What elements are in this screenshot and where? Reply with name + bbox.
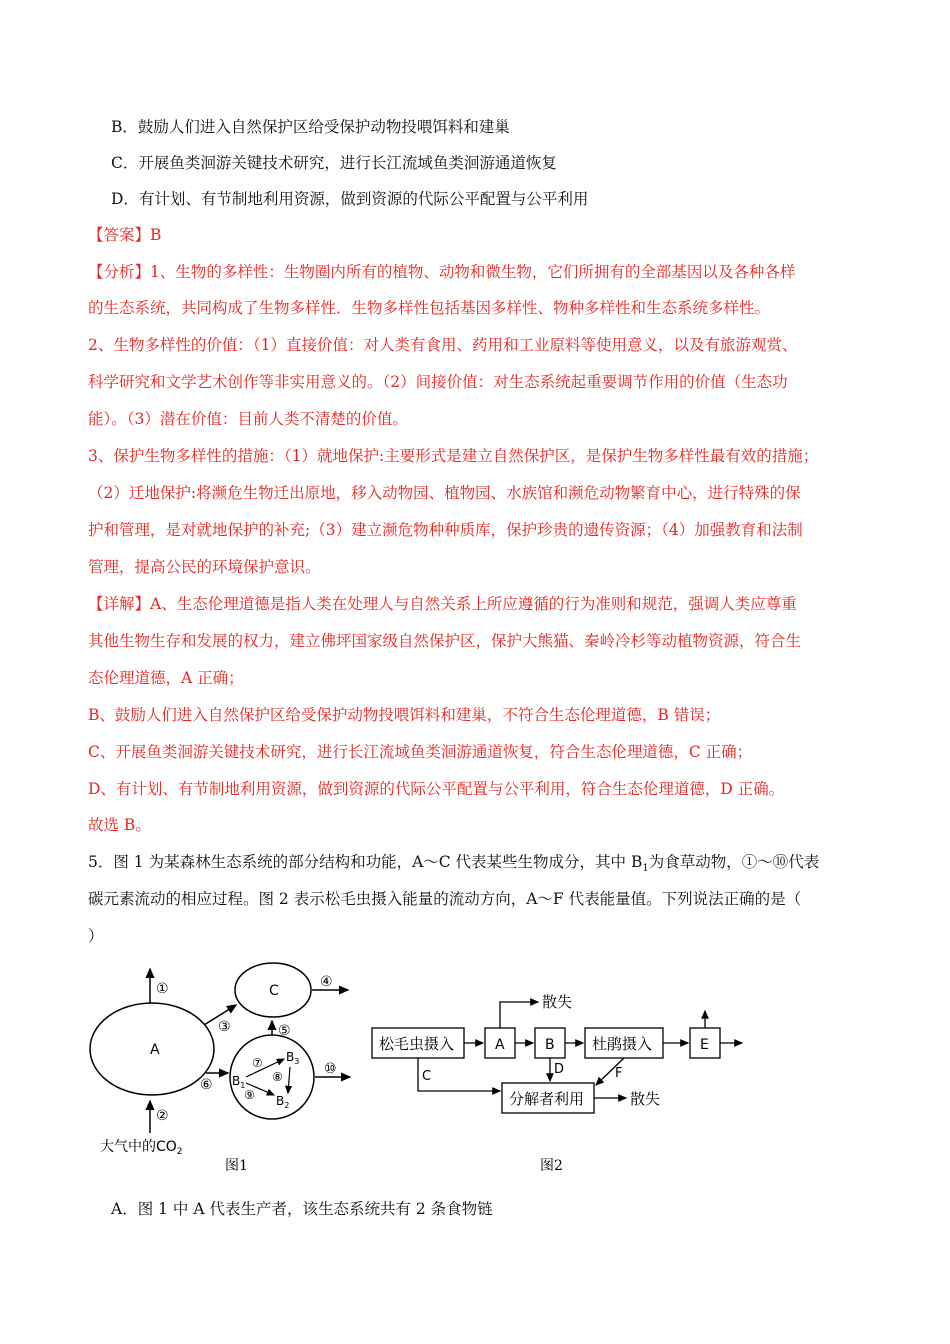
question-5-part: 5．图 1 为某森林生态系统的部分结构和功能，A～C 代表某些生物成分，其中 B bbox=[88, 853, 643, 871]
question-5-line bbox=[88, 852, 819, 879]
label-box-e: E bbox=[700, 1037, 709, 1053]
option-c: C．开展鱼类洄游关键技术研究，进行长江流域鱼类洄游通道恢复 bbox=[111, 154, 557, 172]
label-f: F bbox=[615, 1066, 623, 1081]
label-c: C bbox=[269, 983, 279, 999]
option-b: B．鼓励人们进入自然保护区给受保护动物投喂饵料和建巢 bbox=[111, 118, 510, 136]
process-3: ③ bbox=[218, 1019, 231, 1035]
question-5-line: ） bbox=[88, 927, 104, 945]
analysis-line: （2）迁地保护:将濒危生物迁出原地，移入动物园、植物园、水族馆和濒危动物繁育中心，进行特殊的保 bbox=[88, 484, 801, 502]
detail-line: 其他生物生存和发展的权力，建立佛坪国家级自然保护区，保护大熊猫、秦岭冷杉等动植物资源，符合生 bbox=[88, 632, 802, 650]
analysis-line: 的生态系统，共同构成了生物多样性．生物多样性包括基因多样性、物种多样性和生态系统多样性。 bbox=[88, 299, 771, 317]
question-5-part: 为食草动物，①～⑩代表 bbox=[648, 853, 820, 871]
label-c: C bbox=[422, 1069, 432, 1084]
figure-1 bbox=[80, 955, 370, 1175]
detail-line: D、有计划、有节制地利用资源，做到资源的代际公平配置与公平利用，符合生态伦理道德，D 正确。 bbox=[88, 780, 785, 798]
question-5-subscript: 1 bbox=[642, 863, 649, 875]
detail-line: C、开展鱼类洄游关键技术研究，进行长江流域鱼类洄游通道恢复，符合生态伦理道德，C 正确； bbox=[88, 743, 753, 761]
detail-line: B、鼓励人们进入自然保护区给受保护动物投喂饵料和建巢，不符合生态伦理道德，B 错误； bbox=[88, 706, 721, 724]
label-lost-right: 散失 bbox=[630, 1090, 661, 1108]
label-b2: $B_2$ bbox=[276, 1094, 290, 1110]
atmosphere-co2: 大气中的$CO_2$ bbox=[100, 1139, 183, 1157]
analysis-line: 科学研究和文学艺术创作等非实用意义的。（2）间接价值：对生态系统起重要调节作用的价值（生态功 bbox=[88, 373, 788, 391]
option-a: A．图 1 中 A 代表生产者，该生态系统共有 2 条食物链 bbox=[111, 1200, 493, 1218]
figure-1-caption: 图1 bbox=[225, 1158, 248, 1174]
label-b3: $B_3$ bbox=[286, 1050, 300, 1066]
process-6: ⑥ bbox=[200, 1077, 213, 1093]
label-a: A bbox=[150, 1042, 160, 1058]
label-lost-top: 散失 bbox=[542, 993, 573, 1011]
label-box-a: A bbox=[495, 1037, 505, 1053]
label-d: D bbox=[554, 1062, 565, 1077]
figure-2-caption: 图2 bbox=[540, 1158, 563, 1174]
answer: 【答案】B bbox=[88, 226, 162, 244]
detail-line: 故选 B。 bbox=[88, 816, 151, 834]
detail-line: 态伦理道德，A 正确； bbox=[88, 669, 244, 687]
process-8: ⑧ bbox=[272, 1070, 283, 1084]
process-4: ④ bbox=[320, 974, 333, 990]
process-2: ② bbox=[156, 1108, 169, 1124]
analysis-line: 3、保护生物多样性的措施：（1）就地保护:主要形式是建立自然保护区，是保护生物多样性最有效的措施； bbox=[88, 447, 819, 465]
label-decomposer: 分解者利用 bbox=[509, 1090, 585, 1108]
option-d: D．有计划、有节制地利用资源，做到资源的代际公平配置与公平利用 bbox=[111, 190, 589, 208]
analysis-line: 【分析】1、生物的多样性：生物圈内所有的植物、动物和微生物，它们所拥有的全部基因以及各种各样 bbox=[88, 263, 796, 281]
analysis-line: 能）。（3）潜在价值：目前人类不清楚的价值。 bbox=[88, 410, 408, 428]
label-cuckoo: 杜鹃摄入 bbox=[592, 1035, 653, 1053]
analysis-line: 护和管理，是对就地保护的补充;（3）建立濒危物种种质库，保护珍贵的遗传资源；（4）加强教育和法制 bbox=[88, 521, 803, 539]
label-box-b: B bbox=[545, 1037, 555, 1053]
figure-2 bbox=[370, 985, 750, 1125]
process-10: ⑩ bbox=[324, 1061, 337, 1077]
question-5-line: 碳元素流动的相应过程。图 2 表示松毛虫摄入能量的流动方向，A～F 代表能量值。下列说法正确的是（ bbox=[88, 890, 802, 908]
process-9: ⑨ bbox=[244, 1088, 255, 1102]
process-5: ⑤ bbox=[278, 1023, 291, 1039]
detail-line: 【详解】A、生态伦理道德是指人类在处理人与自然关系上所应遵循的行为准则和规范，强调人类应尊重 bbox=[88, 595, 797, 613]
label-b1: $B_1$ bbox=[232, 1074, 246, 1090]
analysis-line: 2、生物多样性的价值：（1）直接价值：对人类有食用、药用和工业原料等使用意义，以及有旅游观赏、 bbox=[88, 336, 798, 354]
process-7: ⑦ bbox=[252, 1056, 263, 1070]
process-1: ① bbox=[156, 981, 169, 997]
label-pine-caterpillar: 松毛虫摄入 bbox=[379, 1035, 455, 1053]
analysis-line: 管理，提高公民的环境保护意识。 bbox=[88, 558, 321, 576]
